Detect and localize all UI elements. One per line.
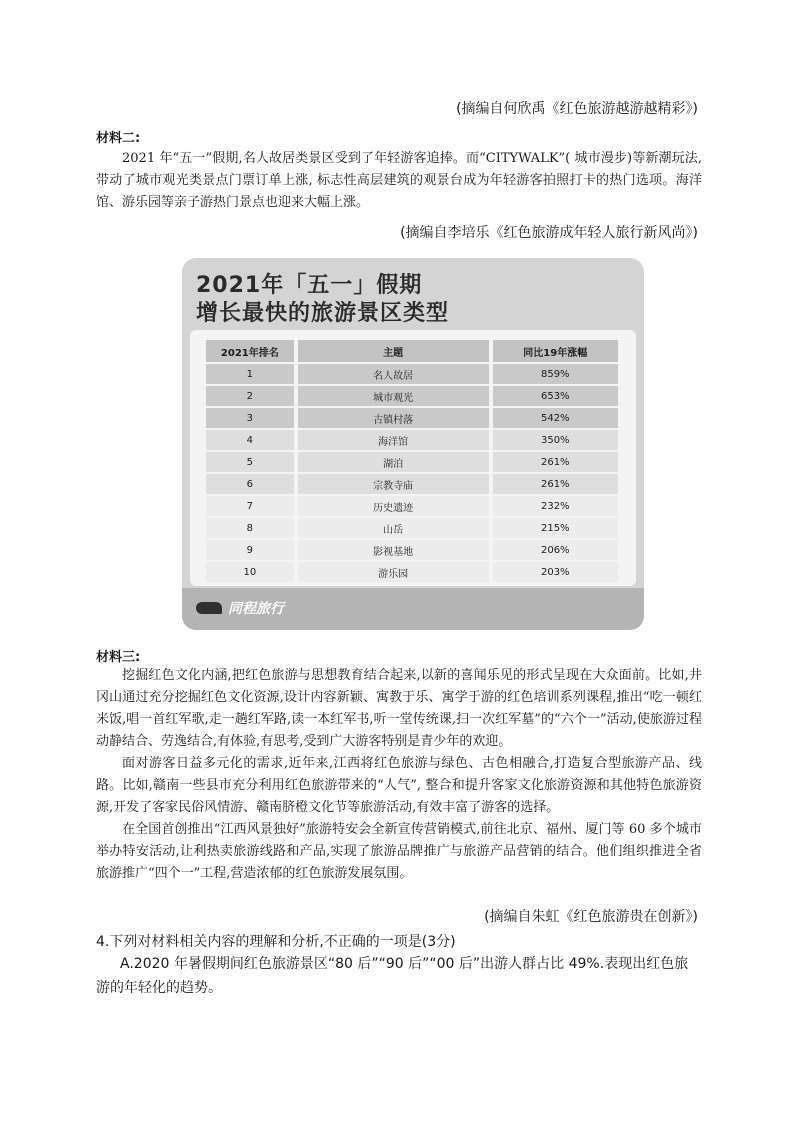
source-citation-3: (摘编自朱虹《红色旅游贵在创新》)	[484, 909, 698, 925]
rank-cell: 5	[206, 452, 294, 472]
rank-cell: 2	[206, 386, 294, 406]
theme-cell: 山岳	[298, 518, 489, 538]
rank-cell: 9	[206, 540, 294, 560]
ranking-card	[190, 330, 636, 586]
theme-cell: 宗教寺庙	[298, 474, 489, 494]
table-header-row	[206, 340, 618, 362]
rank-cell: 1	[206, 364, 294, 384]
table-row	[206, 540, 618, 560]
theme-cell: 湖泊	[298, 452, 489, 472]
table-row	[206, 474, 618, 494]
brand-logo-icon	[196, 602, 222, 614]
growth-cell: 203%	[493, 562, 618, 582]
ranking-infographic	[182, 258, 644, 630]
table-row	[206, 562, 618, 582]
rank-cell: 8	[206, 518, 294, 538]
table-row	[206, 496, 618, 516]
material-3-paragraph-2: 面对游客日益多元化的需求,近年来,江西将红色旅游与绿色、古色相融合,打造复合型旅游产品、线路。比如,赣南一些县市充分利用红色旅游带来的“人气”, 整合和提升客家文化旅游资源和其他特色旅游资源,开发了客家民俗风情游、赣南脐橙文化节等旅游活动,有效丰富了游客的选择。	[96, 756, 702, 815]
growth-cell: 653%	[493, 386, 618, 406]
table-row	[206, 386, 618, 406]
header-growth: 同比19年涨幅	[493, 340, 618, 362]
material-2-paragraph	[96, 148, 702, 214]
source-citation-2: (摘编自李培乐《红色旅游成年轻人旅行新风尚》)	[400, 225, 698, 241]
theme-cell: 影视基地	[298, 540, 489, 560]
rank-cell: 7	[206, 496, 294, 516]
table-row	[206, 364, 618, 384]
material-3-paragraph-3: 在全国首创推出“江西风景独好”旅游特安会全新宣传营销模式,前往北京、福州、厦门等 60 多个城市举办特安活动,让利热卖旅游线路和产品,实现了旅游品牌推广与旅游产品营销的结合。他们组织推进全省旅游推广“四个一”工程,营造浓郁的红色旅游发展氛围。	[96, 822, 702, 881]
table-row	[206, 408, 618, 428]
question-option-a	[96, 952, 702, 1000]
theme-cell: 古镇村落	[298, 408, 489, 428]
brand-name: 同程旅行	[228, 601, 284, 617]
growth-cell: 206%	[493, 540, 618, 560]
growth-cell: 859%	[493, 364, 618, 384]
theme-cell: 游乐园	[298, 562, 489, 582]
ranking-table	[206, 338, 618, 584]
material-3-heading: 材料三:	[96, 650, 141, 665]
theme-cell: 名人故居	[298, 364, 489, 384]
question-stem: 4.下列对材料相关内容的理解和分析,不正确的一项是(3分)	[96, 934, 456, 950]
rank-cell: 10	[206, 562, 294, 582]
source-citation-1: (摘编自何欣禹《红色旅游越游越精彩》)	[456, 101, 698, 117]
rank-cell: 3	[206, 408, 294, 428]
header-theme: 主题	[298, 340, 489, 362]
infographic-title-line1: 2021年「五一」假期	[196, 273, 423, 298]
brand-mark	[196, 598, 284, 618]
option-a-text: A.2020 年暑假期间红色旅游景区“80 后”“90 后”“00 后”出游人群占比 49%.表现出红色旅游的年轻化的趋势。	[96, 956, 689, 996]
growth-cell: 261%	[493, 452, 618, 472]
theme-cell: 城市观光	[298, 386, 489, 406]
infographic-title-line2: 增长最快的旅游景区类型	[196, 301, 450, 326]
theme-cell: 海洋馆	[298, 430, 489, 450]
growth-cell: 232%	[493, 496, 618, 516]
material-3-body	[96, 665, 702, 885]
growth-cell: 215%	[493, 518, 618, 538]
header-rank: 2021年排名	[206, 340, 294, 362]
theme-cell: 历史遗迹	[298, 496, 489, 516]
growth-cell: 350%	[493, 430, 618, 450]
table-row	[206, 430, 618, 450]
table-row	[206, 452, 618, 472]
growth-cell: 261%	[493, 474, 618, 494]
material-3-paragraph-1: 挖掘红色文化内涵,把红色旅游与思想教育结合起来,以新的喜闻乐见的形式呈现在大众面前。比如,井冈山通过充分挖掘红色文化资源,设计内容新颖、寓教于乐、寓学于游的红色培训系列课程,推出“吃一顿红米饭,唱一首红军歌,走一趟红军路,读一本红军书,听一堂传统课,扫一次红军墓”的“六个一”活动,使旅游过程动静结合、劳逸结合,有体验,有思考,受到广大游客特别是青少年的欢迎。	[96, 668, 702, 749]
material-2-heading: 材料二:	[96, 131, 141, 146]
material-2-text: 2021 年“五一”假期,名人故居类景区受到了年轻游客追捧。而“CITYWALK”( 城市漫步)等新潮玩法,带动了城市观光类景点门票订单上涨, 标志性高层建筑的观景台成为年轻游客拍照打卡的热门选项。海洋馆、游乐园等亲子游热门景点也迎来大幅上涨。	[96, 151, 702, 210]
growth-cell: 542%	[493, 408, 618, 428]
rank-cell: 4	[206, 430, 294, 450]
rank-cell: 6	[206, 474, 294, 494]
table-row	[206, 518, 618, 538]
